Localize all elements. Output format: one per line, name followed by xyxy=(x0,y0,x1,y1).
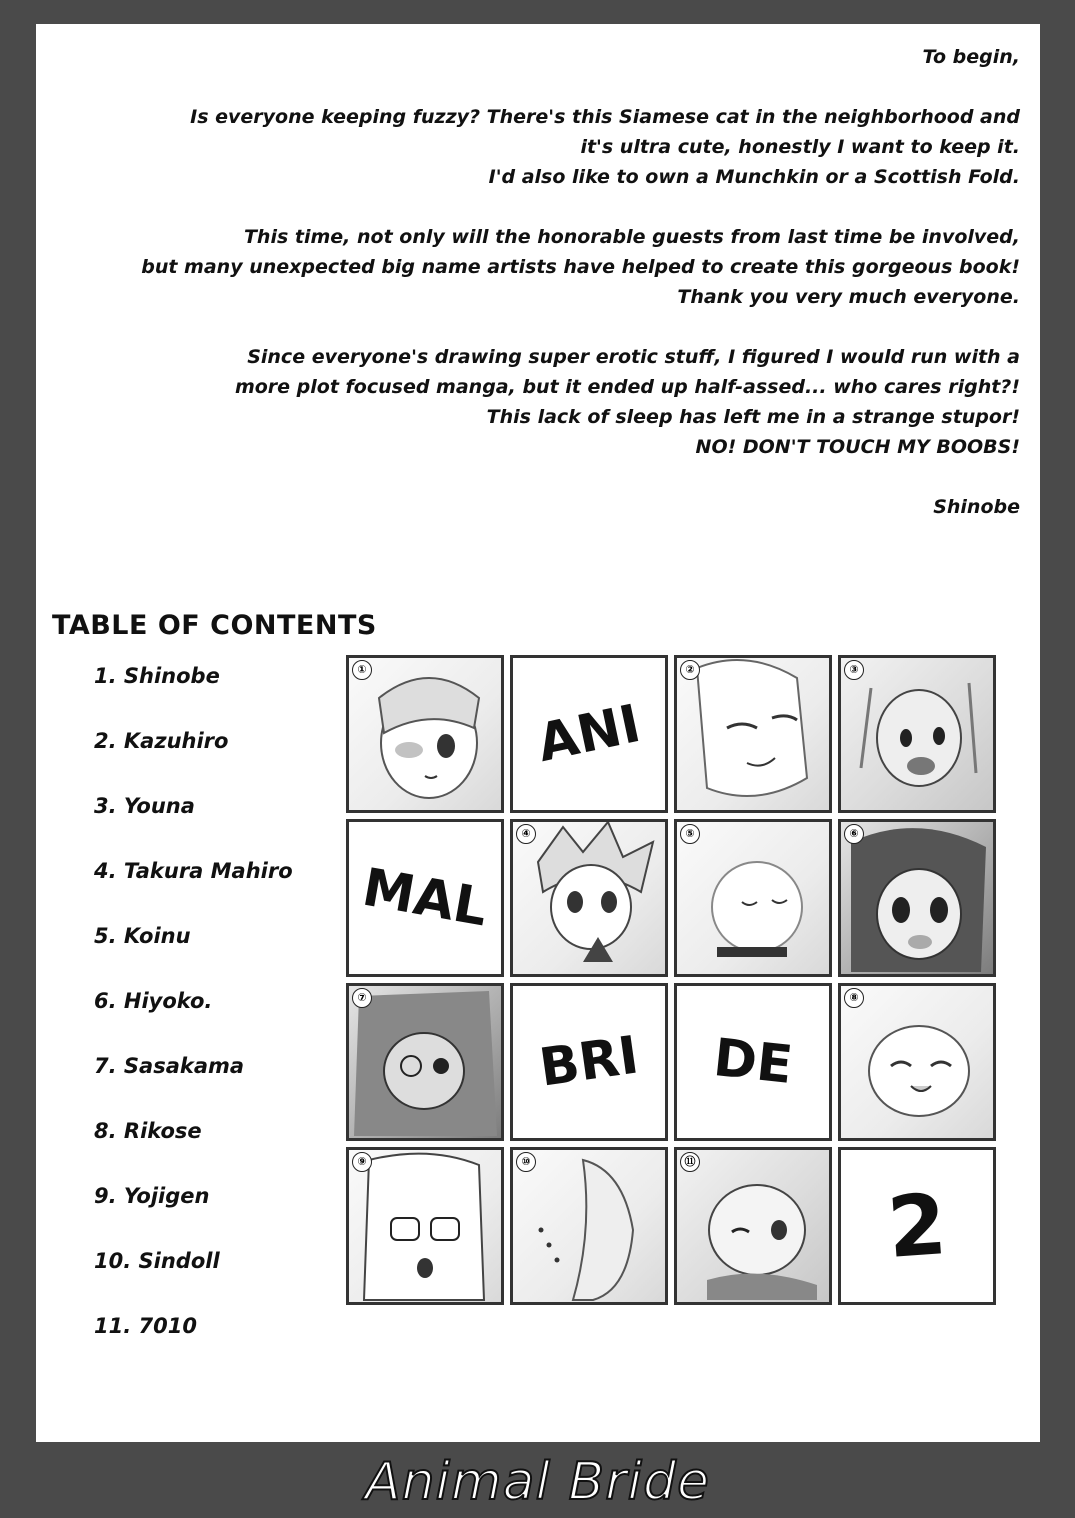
character-illustration xyxy=(841,986,993,1138)
toc-title: TABLE OF CONTENTS xyxy=(52,610,377,641)
intro-line: I'd also like to own a Munchkin or a Scottish Fold. xyxy=(488,166,1020,188)
title-word: MAL xyxy=(358,857,492,939)
artist-thumbnail-4 xyxy=(510,819,668,977)
artist-thumbnail-5 xyxy=(674,819,832,977)
intro-line: Thank you very much everyone. xyxy=(677,286,1020,308)
character-illustration xyxy=(513,822,665,974)
artist-thumbnail-2 xyxy=(674,655,832,813)
toc-item: 9. Yojigen xyxy=(94,1184,210,1208)
title-tile xyxy=(510,655,668,813)
character-illustration xyxy=(513,1150,665,1302)
character-illustration xyxy=(841,822,993,974)
number-marker: ④ xyxy=(516,824,536,844)
intro-paragraph-2 xyxy=(120,102,1020,192)
intro-paragraph-1 xyxy=(120,42,1020,72)
number-marker: ⑦ xyxy=(352,988,372,1008)
intro-paragraph-4 xyxy=(120,342,1020,462)
signature xyxy=(120,492,1020,522)
number-marker: ⑨ xyxy=(352,1152,372,1172)
number-marker: ③ xyxy=(844,660,864,680)
character-illustration xyxy=(349,658,501,810)
intro-line: This time, not only will the honorable guests from last time be involved, xyxy=(243,226,1020,248)
intro-line: This lack of sleep has left me in a strange stupor! xyxy=(486,406,1020,428)
number-marker: ⑤ xyxy=(680,824,700,844)
number-marker: ⑪ xyxy=(680,1152,700,1172)
toc-item: 11. 7010 xyxy=(94,1314,197,1338)
toc-item: 4. Takura Mahiro xyxy=(94,859,293,883)
title-word: 2 xyxy=(884,1175,950,1277)
number-marker: ⑩ xyxy=(516,1152,536,1172)
character-illustration xyxy=(841,658,993,810)
toc-item: 1. Shinobe xyxy=(94,664,220,688)
number-marker: ② xyxy=(680,660,700,680)
artist-thumbnail-10 xyxy=(510,1147,668,1305)
toc-item: 3. Youna xyxy=(94,794,195,818)
number-marker: ⑥ xyxy=(844,824,864,844)
number-marker: ① xyxy=(352,660,372,680)
toc-item: 8. Rikose xyxy=(94,1119,202,1143)
toc-list xyxy=(94,664,293,1379)
artist-thumbnail-6 xyxy=(838,819,996,977)
toc-item: 2. Kazuhiro xyxy=(94,729,229,753)
number-marker: ⑧ xyxy=(844,988,864,1008)
artist-grid xyxy=(346,655,996,1305)
artist-thumbnail-3 xyxy=(838,655,996,813)
footer-banner xyxy=(0,1446,1075,1518)
title-word: DE xyxy=(710,1028,796,1096)
intro-line: it's ultra cute, honestly I want to keep it. xyxy=(580,136,1020,158)
artist-thumbnail-1 xyxy=(346,655,504,813)
intro-line: Since everyone's drawing super erotic stuff, I figured I would run with a xyxy=(247,346,1020,368)
character-illustration xyxy=(349,1150,501,1302)
character-illustration xyxy=(677,1150,829,1302)
page-sheet xyxy=(36,24,1040,1442)
intro-text xyxy=(120,42,1020,552)
toc-item: 10. Sindoll xyxy=(94,1249,220,1273)
toc-item: 7. Sasakama xyxy=(94,1054,245,1078)
artist-thumbnail-11 xyxy=(674,1147,832,1305)
title-tile xyxy=(346,819,504,977)
title-word: BRI xyxy=(535,1025,643,1099)
intro-line: To begin, xyxy=(922,46,1020,68)
book-title: Animal Bride xyxy=(365,1452,710,1512)
intro-line: NO! DON'T TOUCH MY BOOBS! xyxy=(695,436,1020,458)
character-illustration xyxy=(677,822,829,974)
artist-thumbnail-8 xyxy=(838,983,996,1141)
toc-item: 5. Koinu xyxy=(94,924,191,948)
artist-thumbnail-9 xyxy=(346,1147,504,1305)
title-word: ANI xyxy=(532,693,646,775)
artist-thumbnail-7 xyxy=(346,983,504,1141)
character-illustration xyxy=(349,986,501,1138)
intro-paragraph-3 xyxy=(120,222,1020,312)
intro-line: Is everyone keeping fuzzy? There's this Siamese cat in the neighborhood and xyxy=(190,106,1020,128)
character-illustration xyxy=(677,658,829,810)
intro-line: but many unexpected big name artists have helped to create this gorgeous book! xyxy=(141,256,1020,278)
intro-line: more plot focused manga, but it ended up half-assed... who cares right?! xyxy=(234,376,1020,398)
toc-item: 6. Hiyoko. xyxy=(94,989,213,1013)
title-tile xyxy=(674,983,832,1141)
signature-name: Shinobe xyxy=(933,496,1020,518)
title-tile xyxy=(510,983,668,1141)
title-tile xyxy=(838,1147,996,1305)
